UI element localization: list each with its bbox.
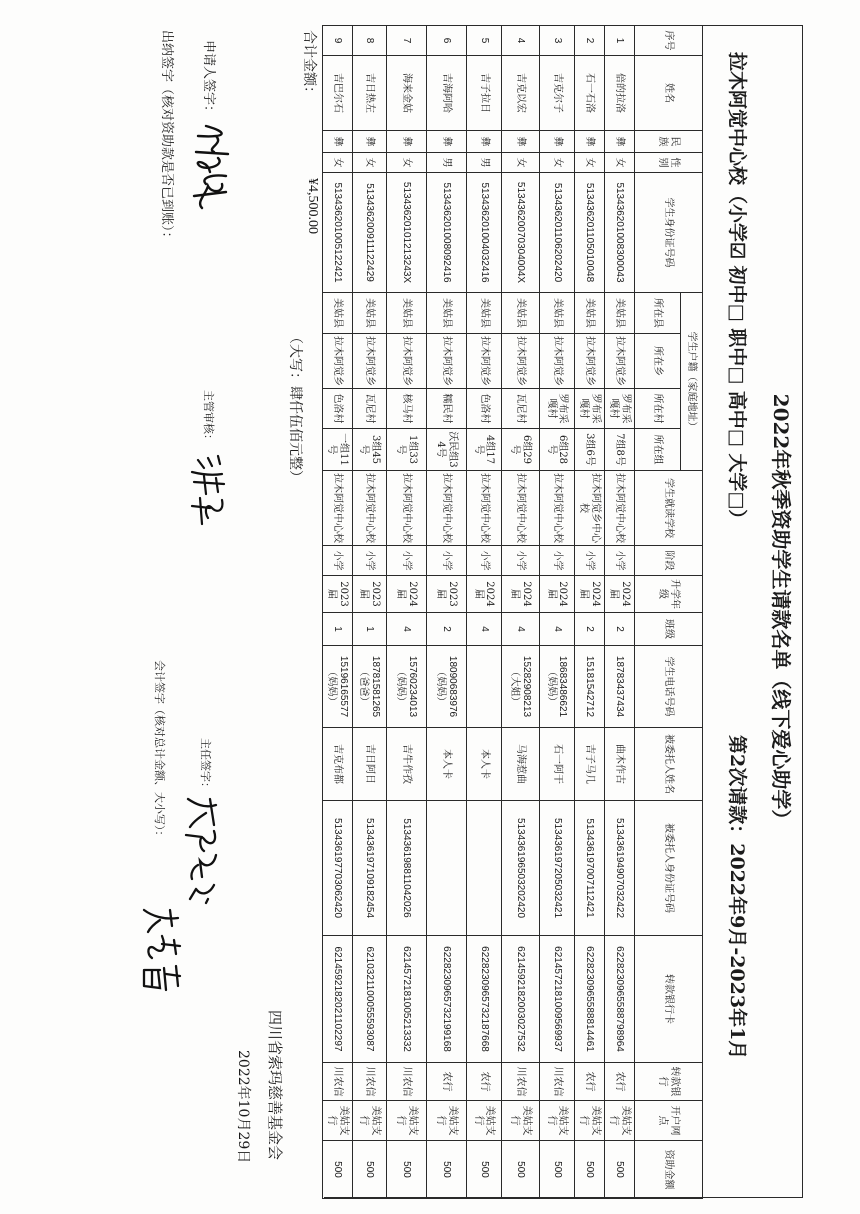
table-row	[575, 26, 605, 1199]
cell-gender: 女	[502, 153, 540, 173]
cell-id-number: 51343620101213243X	[387, 173, 427, 293]
cell-township: 拉木阿觉乡	[353, 334, 387, 389]
cell-county: 美姑县	[387, 293, 427, 334]
cell-branch: 美姑支行	[502, 1101, 540, 1141]
table-row	[502, 26, 540, 1199]
cell-county: 美姑县	[605, 293, 635, 334]
cell-grad-year: 2023届	[323, 576, 353, 613]
cell-trustee-id: 513436197007112421	[575, 801, 605, 936]
total-in-words: （大写：肆仟伍佰元整）	[287, 330, 303, 484]
cell-grad-year: 2023届	[353, 576, 387, 613]
cell-bank: 川农信	[323, 1063, 353, 1101]
cell-school: 拉木阿觉中心校	[427, 471, 467, 546]
cell-no: 9	[323, 26, 353, 56]
cell-stage: 小学	[605, 546, 635, 576]
cell-bank: 农行	[575, 1063, 605, 1101]
cell-class: 2	[605, 613, 635, 646]
cell-bank: 农行	[605, 1063, 635, 1101]
cell-class: 4	[467, 613, 502, 646]
cell-county: 美姑县	[353, 293, 387, 334]
supervisor-signature	[188, 452, 230, 532]
cell-stage: 小学	[427, 546, 467, 576]
cell-gender: 女	[575, 153, 605, 173]
cell-phone: 18683486621（妈妈）	[540, 646, 575, 728]
cell-grad-year: 2024届	[605, 576, 635, 613]
header-grad-year: 升学年级	[635, 576, 703, 613]
cell-school: 拉木阿觉中心校	[387, 471, 427, 546]
cell-stage: 小学	[467, 546, 502, 576]
cell-village: 罗布采嘎村	[575, 389, 605, 429]
cell-name: 吉克以宏	[502, 56, 540, 131]
cell-village: 罗布采嘎村	[605, 389, 635, 429]
cell-school: 拉木阿觉中心校	[540, 471, 575, 546]
cell-name: 吉巴尔石	[323, 56, 353, 131]
cell-id-number: 513436201106202420	[540, 173, 575, 293]
cell-stage: 小学	[323, 546, 353, 576]
cell-no: 6	[427, 26, 467, 56]
header-group: 所在组	[635, 429, 681, 471]
cell-id-number: 513436200911122429	[353, 173, 387, 293]
cell-grad-year: 2024届	[540, 576, 575, 613]
cell-county: 美姑县	[502, 293, 540, 334]
cell-branch: 美姑支行	[605, 1101, 635, 1141]
accountant-signature-label: 会计签字（核对总计金额、大小写）：	[153, 660, 166, 842]
header-name: 姓名	[635, 56, 703, 131]
cell-township: 拉木阿觉乡	[427, 334, 467, 389]
cell-village: 瓦尼村	[353, 389, 387, 429]
cell-stage: 小学	[387, 546, 427, 576]
cell-village: 瓦尼村	[502, 389, 540, 429]
header-no: 序号	[635, 26, 703, 56]
cell-ethnicity: 彝	[353, 131, 387, 153]
document-title: 2022年秋季资助学生请款名单（线下爱心助学）	[769, 393, 793, 830]
cell-amount: 500	[353, 1141, 387, 1199]
cell-township: 拉木阿觉乡	[467, 334, 502, 389]
cell-grad-year: 2024届	[387, 576, 427, 613]
cell-trustee-id	[467, 801, 502, 936]
cell-branch: 美姑支行	[427, 1101, 467, 1141]
cell-class: 4	[540, 613, 575, 646]
cell-trustee-id: 513436198811042026	[387, 801, 427, 936]
cell-gender: 女	[540, 153, 575, 173]
cell-county: 美姑县	[427, 293, 467, 334]
cell-bank: 川农信	[353, 1063, 387, 1101]
cell-no: 3	[540, 26, 575, 56]
cell-branch: 美姑支行	[353, 1101, 387, 1141]
header-household: 学生户籍（家庭地址）	[681, 293, 703, 471]
cell-township: 拉木阿觉乡	[540, 334, 575, 389]
cell-id-number: 513436201005122421	[323, 173, 353, 293]
cell-bank-card: 6214592182021102297	[323, 936, 353, 1063]
cell-bank-card: 6214592182003027532	[502, 936, 540, 1063]
table-row	[387, 26, 427, 1199]
cell-amount: 500	[323, 1141, 353, 1199]
table-row	[540, 26, 575, 1199]
cell-branch: 美姑支行	[540, 1101, 575, 1141]
header-village: 所在村	[635, 389, 681, 429]
cell-trustee-name: 马海惹曲	[502, 728, 540, 801]
header-trustee-id: 被委托人身份证号码	[635, 801, 703, 936]
header-bank-card: 转款银行卡	[635, 936, 703, 1063]
cell-trustee-name: 石一阿干	[540, 728, 575, 801]
cell-no: 7	[387, 26, 427, 56]
cell-ethnicity: 彝	[540, 131, 575, 153]
cell-bank: 川农信	[387, 1063, 427, 1101]
cell-group: 3组6号	[575, 429, 605, 471]
cell-id-number: 51343620070304004X	[502, 173, 540, 293]
cell-bank: 川农信	[502, 1063, 540, 1101]
cell-county: 美姑县	[540, 293, 575, 334]
cell-township: 拉木阿觉乡	[605, 334, 635, 389]
cell-trustee-id: 513436197703062420	[323, 801, 353, 936]
cell-group: 1组33号	[387, 429, 427, 471]
cell-amount: 500	[467, 1141, 502, 1199]
cell-ethnicity: 彝	[467, 131, 502, 153]
cell-gender: 男	[467, 153, 502, 173]
supervisor-signature-label: 主管审核：	[202, 390, 215, 445]
cell-phone	[467, 646, 502, 728]
table-row	[605, 26, 635, 1199]
header-bank: 转款银行	[635, 1063, 703, 1101]
cell-school: 拉木阿觉乡中心校	[575, 471, 605, 546]
organization-name: 四川省索玛慈善基金会	[266, 1010, 284, 1161]
cell-trustee-name: 吉子马几	[575, 728, 605, 801]
cell-trustee-name: 吉克布都	[323, 728, 353, 801]
cell-trustee-id: 513436197109182454	[353, 801, 387, 936]
header-school: 学生就读学校	[635, 471, 703, 546]
cell-bank-card: 6228230965732199168	[427, 936, 467, 1063]
cell-no: 5	[467, 26, 502, 56]
cell-id-number: 513436201008092416	[427, 173, 467, 293]
document-date: 2022年10月29日	[235, 1050, 251, 1164]
cell-bank-card: 6214572181009569937	[540, 936, 575, 1063]
cell-village: 色洛村	[467, 389, 502, 429]
header-phone: 学生电话号码	[635, 646, 703, 728]
table-body	[323, 26, 635, 1199]
cell-class: 1	[323, 613, 353, 646]
cell-class: 4	[387, 613, 427, 646]
cell-phone: 18090683976（妈妈）	[427, 646, 467, 728]
cell-ethnicity: 彝	[323, 131, 353, 153]
total-label: 合计金额：	[301, 30, 317, 100]
table-row	[323, 26, 353, 1199]
cell-name: 吉海阿哈	[427, 56, 467, 131]
cell-group: 4组17号	[467, 429, 502, 471]
header-id-number: 学生身份证号码	[635, 173, 703, 293]
cell-phone: 15196165577（妈妈）	[323, 646, 353, 728]
header-county: 所在县	[635, 293, 681, 334]
cell-amount: 500	[540, 1141, 575, 1199]
cell-village: 色洛村	[323, 389, 353, 429]
cell-school: 拉木阿觉中心校	[323, 471, 353, 546]
total-amount: ¥4,500.00	[305, 178, 320, 234]
cell-class: 2	[575, 613, 605, 646]
cell-grad-year: 2024届	[575, 576, 605, 613]
cell-village: 糯民村	[427, 389, 467, 429]
cell-class: 2	[427, 613, 467, 646]
cell-school: 拉木阿觉中心校	[605, 471, 635, 546]
cell-bank-card: 6228230965588798964	[605, 936, 635, 1063]
cell-group: 6组28号	[540, 429, 575, 471]
cell-phone: 18783437434	[605, 646, 635, 728]
cell-ethnicity: 彝	[427, 131, 467, 153]
cell-phone: 15181542712	[575, 646, 605, 728]
cell-stage: 小学	[575, 546, 605, 576]
cell-phone: 18781581265（爸爸）	[353, 646, 387, 728]
cell-trustee-name: 本人卡	[467, 728, 502, 801]
header-ethnicity: 民族	[635, 131, 703, 153]
applicant-signature-label: 申请人签字：	[201, 40, 216, 119]
cell-bank-card: 6228230965588814461	[575, 936, 605, 1063]
cell-amount: 500	[575, 1141, 605, 1199]
table-row	[427, 26, 467, 1199]
cell-branch: 美姑支行	[387, 1101, 427, 1141]
cell-no: 2	[575, 26, 605, 56]
header-township: 所在乡	[635, 334, 681, 389]
cell-phone: 15282908213（大姐）	[502, 646, 540, 728]
cell-trustee-name: 本人卡	[427, 728, 467, 801]
cell-id-number: 513436201004032416	[467, 173, 502, 293]
cell-grad-year: 2023届	[427, 576, 467, 613]
cell-gender: 男	[427, 153, 467, 173]
cell-bank: 川农信	[540, 1063, 575, 1101]
cell-name: 石一石洛	[575, 56, 605, 131]
cell-amount: 500	[605, 1141, 635, 1199]
cell-no: 8	[353, 26, 387, 56]
cell-stage: 小学	[540, 546, 575, 576]
cell-bank: 农行	[427, 1063, 467, 1101]
cell-school: 拉木阿觉中心校	[467, 471, 502, 546]
cell-gender: 女	[323, 153, 353, 173]
cell-name: 吉日热左	[353, 56, 387, 131]
header-class: 班级	[635, 613, 703, 646]
cell-trustee-name: 吉牛作孜	[387, 728, 427, 801]
cell-bank-card: 6228230965732187668	[467, 936, 502, 1063]
cell-phone: 15760234013（妈妈）	[387, 646, 427, 728]
cell-no: 1	[605, 26, 635, 56]
cell-group: 沃民组34号	[427, 429, 467, 471]
cell-stage: 小学	[353, 546, 387, 576]
header-stage: 阶段	[635, 546, 703, 576]
cell-ethnicity: 彝	[387, 131, 427, 153]
cell-branch: 美姑支行	[323, 1101, 353, 1141]
cell-trustee-id: 513436197205032421	[540, 801, 575, 936]
header-trustee-name: 被委托人姓名	[635, 728, 703, 801]
cell-county: 美姑县	[467, 293, 502, 334]
header-amount: 资助金额	[635, 1141, 703, 1199]
director-signature	[184, 795, 224, 910]
director-signature-label: 主任签字：	[199, 738, 212, 793]
cell-group: 一组11号	[323, 429, 353, 471]
cashier-signature-label: 出纳签字（核对资助款是否已到账）：	[159, 30, 174, 245]
cell-trustee-id: 513436194907032422	[605, 801, 635, 936]
cell-id-number: 513436201008300043	[605, 173, 635, 293]
students-table	[322, 25, 703, 1199]
cell-school: 拉木阿觉中心校	[502, 471, 540, 546]
accountant-signature	[138, 904, 184, 1004]
cell-bank-card: 6214572181005213332	[387, 936, 427, 1063]
cell-gender: 女	[353, 153, 387, 173]
header-branch: 开户网点	[635, 1101, 703, 1141]
cell-grad-year: 2024届	[502, 576, 540, 613]
cell-group: 3组45号	[353, 429, 387, 471]
cell-bank: 农行	[467, 1063, 502, 1101]
cell-trustee-id	[427, 801, 467, 936]
header-gender: 性别	[635, 153, 703, 173]
cell-village: 罗布采嘎村	[540, 389, 575, 429]
cell-amount: 500	[387, 1141, 427, 1199]
cell-branch: 美姑支行	[467, 1101, 502, 1141]
cell-township: 拉木阿觉乡	[387, 334, 427, 389]
school-line: 拉木阿觉中心校（小学☑ 初中□ 职中□ 高中□ 大学□）	[726, 52, 748, 529]
cell-bank-card: 6210321100055593087	[353, 936, 387, 1063]
cell-amount: 500	[427, 1141, 467, 1199]
cell-school: 拉木阿觉中心校	[353, 471, 387, 546]
cell-county: 美姑县	[575, 293, 605, 334]
cell-township: 拉木阿觉乡	[502, 334, 540, 389]
cell-trustee-id: 513436196503202420	[502, 801, 540, 936]
table-row	[353, 26, 387, 1199]
cell-township: 拉木阿觉乡	[323, 334, 353, 389]
cell-name: 吉克尔子	[540, 56, 575, 131]
cell-stage: 小学	[502, 546, 540, 576]
cell-trustee-name: 吉日阿日	[353, 728, 387, 801]
cell-amount: 500	[502, 1141, 540, 1199]
cell-trustee-name: 曲木作古	[605, 728, 635, 801]
cell-class: 1	[353, 613, 387, 646]
cell-group: 6组29号	[502, 429, 540, 471]
cell-village: 核马村	[387, 389, 427, 429]
cell-name: 海来金姑	[387, 56, 427, 131]
cell-ethnicity: 彝	[605, 131, 635, 153]
cell-no: 4	[502, 26, 540, 56]
cell-branch: 美姑支行	[575, 1101, 605, 1141]
cell-grad-year: 2024届	[467, 576, 502, 613]
cell-county: 美姑县	[323, 293, 353, 334]
header-row	[681, 26, 703, 1199]
cell-gender: 女	[605, 153, 635, 173]
request-period: 第2次请款：2022年9月-2023年1月	[726, 735, 748, 1060]
table-row	[467, 26, 502, 1199]
cell-class: 4	[502, 613, 540, 646]
cell-ethnicity: 彝	[575, 131, 605, 153]
cell-township: 拉木阿觉乡	[575, 334, 605, 389]
cell-id-number: 513436201105010048	[575, 173, 605, 293]
cell-gender: 女	[387, 153, 427, 173]
cell-ethnicity: 彝	[502, 131, 540, 153]
applicant-signature	[190, 122, 236, 212]
cell-name: 倍的拉洛	[605, 56, 635, 131]
cell-group: 7组8号	[605, 429, 635, 471]
cell-name: 吉子拉日	[467, 56, 502, 131]
